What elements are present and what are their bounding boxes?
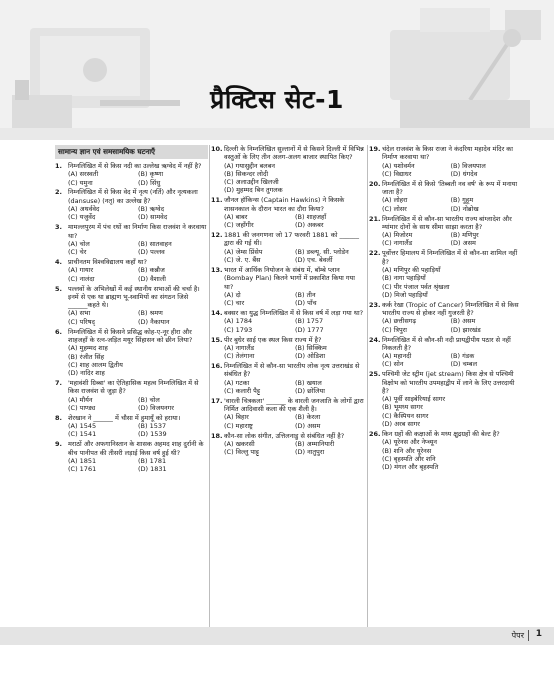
answer-option: (A) 1784 — [224, 317, 253, 326]
answer-option: (C) 1793 — [224, 325, 253, 334]
question-line — [211, 231, 366, 248]
answer-option: (D) नोब्रोख — [450, 204, 479, 213]
answer-option: (D) अकबर — [295, 221, 324, 230]
column-divider — [209, 145, 210, 632]
answer-option: (B) नागा पहाड़ियाँ — [382, 274, 426, 283]
question-line — [211, 432, 366, 440]
question-item — [55, 258, 208, 283]
question-item — [55, 285, 208, 326]
page-footer — [0, 627, 554, 645]
answer-option: (C) विल्लु पाट्टू — [224, 448, 259, 457]
answer-option: (A) दो — [224, 290, 241, 299]
question-number: 11. — [211, 196, 223, 205]
answer-option: (B) सिकन्दर लोदी — [224, 169, 269, 178]
question-number: 3. — [55, 223, 62, 232]
answer-option: (A) अथर्ववेद — [68, 205, 100, 214]
question-item — [211, 309, 366, 334]
answer-option: (C) 1761 — [68, 465, 97, 474]
question-line — [211, 266, 366, 291]
question-line — [211, 362, 366, 379]
answer-option: (C) चार — [224, 299, 245, 308]
answer-option: (A) मिजोरम — [382, 231, 413, 240]
answer-option: (C) जहाँगीर — [224, 221, 254, 230]
question-item — [211, 362, 366, 395]
question-line — [211, 336, 366, 344]
question-text: 'वारली चित्रकला' ______ के वारली जनजाति के लोगों द्वारा निर्मित आदिवासी कला की एक शैली है। — [224, 396, 364, 414]
question-text: निम्नलिखित में से कौन-सी नदी प्रायद्वीपीय पठार से नहीं निकलती है? — [382, 335, 511, 352]
question-item — [369, 215, 519, 248]
question-item — [211, 266, 366, 307]
question-text: पीर बुधेर साई एक स्थल किस राज्य में है? — [224, 335, 322, 344]
answer-option: (A) चोल — [68, 239, 90, 248]
answer-option: (D) मुहम्मद बिन तुगलक — [224, 186, 283, 195]
answer-option: (C) शाह आलम द्वितीय — [68, 360, 123, 369]
question-line — [55, 414, 208, 422]
answer-option: (A) महानदी — [382, 352, 412, 361]
question-line — [369, 180, 519, 197]
question-line — [369, 370, 519, 395]
banner-illustration — [0, 0, 554, 140]
question-number: 1. — [55, 162, 62, 170]
question-text: प्राचीनतम विश्वविद्यालय कहाँ था? — [68, 258, 147, 267]
question-item — [369, 336, 519, 369]
question-item — [369, 301, 519, 334]
question-text: चंदेल राजवंश के किस राजा ने कंदरिया महादेव मंदिर का निर्माण करवाया था? — [382, 145, 513, 162]
answer-option: (B) सिक्किम — [295, 343, 327, 352]
section-heading: सामान्य ज्ञान एवं समसामयिक घटनाएँ — [55, 145, 208, 159]
column-divider — [367, 145, 368, 632]
options-grid — [369, 352, 519, 369]
answer-option: (A) छत्तीसगढ़ — [382, 317, 417, 326]
answer-option: (D) 1777 — [295, 325, 324, 334]
answer-option: (A) पूर्वी साइबेरियाई सागर — [382, 395, 446, 404]
question-number: 18. — [211, 431, 223, 440]
answer-option: (B) विजयपाल — [450, 161, 486, 170]
question-number: 23. — [369, 300, 381, 309]
question-item — [55, 223, 208, 256]
answer-option: (C) कैस्पियन सागर — [382, 411, 429, 420]
answer-option: (B) सातवाहन — [138, 239, 172, 248]
options-grid — [211, 162, 366, 195]
answer-option: (B) 1537 — [138, 422, 167, 431]
question-item — [369, 370, 519, 428]
answer-option: (D) सामवेद — [138, 213, 168, 222]
answer-option: (A) सरस्वती — [68, 170, 99, 179]
answer-option: (D) नादिर शाह — [68, 369, 105, 378]
question-text: कौन-सा लोक संगीत, उत्तिलनाडु से संबंधित नहीं है? — [224, 431, 345, 440]
answer-option: (B) 1781 — [138, 456, 167, 465]
question-text: मामल्लपुरम में पंच रथों का निर्माण किस राजवंश ने करवाया था? — [68, 223, 207, 240]
question-item — [211, 145, 366, 195]
page-title: प्रैक्टिस सेट-1 — [210, 85, 344, 114]
answer-option: (D) नैकायान — [138, 317, 170, 326]
question-number: 12. — [211, 231, 223, 240]
options-grid — [55, 344, 208, 377]
answer-option: (B) भूमध्य सागर — [382, 403, 423, 412]
answer-option: (A) यशोवर्मन — [382, 161, 415, 170]
options-grid — [55, 170, 208, 187]
answer-option: (C) पाण्ड्य — [68, 403, 96, 412]
question-item — [55, 414, 208, 439]
question-number: 15. — [211, 335, 223, 344]
page-number: 1 — [535, 629, 542, 639]
answer-option: (D) मंगल और बृहस्पति — [382, 463, 439, 472]
question-text: पल्लवों के अभिलेखों में कई स्थानीय सभाओं की चर्चा है। इनमें से एक था ब्राह्मण भू-स्वामियों का संगठन जिसे ______कहते थे। — [68, 284, 200, 310]
options-grid — [55, 457, 208, 474]
question-item — [211, 397, 366, 430]
answer-option: (C) परिषद् — [68, 317, 95, 326]
question-number: 4. — [55, 258, 62, 267]
answer-option: (A) बाबर — [224, 212, 248, 221]
answer-option: (D) सिंधु — [138, 178, 161, 187]
answer-option: (C) बृहस्पति और शनि — [382, 454, 436, 463]
options-grid — [369, 317, 519, 334]
answer-option: (A) गायार — [68, 266, 94, 275]
options-grid — [55, 205, 208, 222]
options-grid — [369, 162, 519, 179]
answer-option: (D) झारखंड — [450, 325, 481, 334]
question-number: 14. — [211, 309, 223, 318]
options-grid — [211, 213, 366, 230]
question-line — [211, 196, 366, 213]
question-item — [55, 379, 208, 412]
answer-option: (A) बिहार — [224, 413, 249, 422]
answer-option: (A) लोहरा — [382, 196, 408, 205]
answer-option: (D) पाँच — [295, 299, 317, 308]
options-grid — [55, 309, 208, 326]
answer-option: (D) नातुपुरा — [295, 448, 325, 457]
question-line — [55, 440, 208, 457]
answer-option: (D) असम — [295, 421, 321, 430]
answer-option: (B) केरला — [295, 413, 321, 422]
answer-option: (D) ओडिशा — [295, 352, 326, 361]
answer-option: (A) नागालैंड — [224, 343, 255, 352]
options-grid — [211, 344, 366, 361]
question-item — [211, 432, 366, 457]
question-text: निम्नलिखित में से किस वेद में नृत्य (नर्ति) और नृत्यकला (dansuse) (नतृ) का उल्लेख है? — [68, 188, 198, 205]
answer-option: (B) शाहजहाँ — [295, 212, 327, 221]
question-column-1 — [55, 145, 208, 475]
answer-option: (B) असम — [450, 317, 476, 326]
question-number: 2. — [55, 188, 62, 197]
answer-option: (B) 1757 — [295, 317, 324, 326]
answer-option: (B) शनि और यूरेनस — [382, 446, 432, 455]
options-grid — [55, 266, 208, 283]
question-line — [55, 379, 208, 396]
answer-option: (B) खयाल — [295, 378, 322, 387]
question-text: पूर्वोत्तर हिमालय में निम्नलिखित में से कौन-सा शामिल नहीं है? — [382, 249, 518, 266]
answer-option: (A) जेम्स प्रिंसेप — [224, 247, 263, 256]
question-number: 6. — [55, 327, 62, 336]
answer-option: (C) चेर — [68, 248, 87, 257]
answer-option: (D) 1831 — [138, 465, 167, 474]
answer-option: (A) मणिपुर की पहाड़ियाँ — [382, 265, 441, 274]
answer-option: (B) अम्मानियारी — [295, 439, 335, 448]
options-grid — [369, 231, 519, 248]
question-text: कर्क रेखा (Tropic of Cancer) निम्नलिखित में से किस भारतीय राज्य से होकर नहीं गुजरती है? — [382, 300, 519, 318]
question-item — [369, 180, 519, 213]
question-column-3 — [369, 145, 519, 473]
options-grid — [369, 395, 519, 428]
question-number: 9. — [55, 440, 62, 449]
options-grid — [211, 440, 366, 457]
answer-option: (B) कन्नौज — [138, 266, 165, 275]
question-number: 24. — [369, 335, 381, 344]
question-item — [211, 336, 366, 361]
answer-option: (C) तेलंगाना — [224, 352, 255, 361]
answer-option: (B) कृष्णा — [138, 170, 164, 179]
question-text: निम्नलिखित में से कौन-सा भारतीय राज्य बांग्लादेश और म्यांमार दोनों के साथ सीमा साझा करता है? — [382, 214, 512, 231]
answer-option: (B) श्रमण — [138, 309, 163, 318]
question-item — [55, 440, 208, 473]
answer-option: (C) यजुर्वेद — [68, 213, 96, 222]
options-grid — [55, 240, 208, 257]
question-line — [369, 249, 519, 266]
answer-option: (B) मणिपुर — [450, 231, 479, 240]
question-line — [55, 223, 208, 240]
question-line — [211, 309, 366, 317]
answer-option: (C) सोन — [382, 360, 404, 369]
answer-option: (B) गंडक — [450, 352, 475, 361]
question-text: 'महावंशी ग्रिब्बा' का ऐतिहासिक महत्व निम्नलिखित में से किस राजवंश से जुड़ा है? — [68, 378, 199, 396]
answer-option: (A) गटका — [224, 378, 250, 387]
question-text: जौनल हॉकिन्स (Captain Hawkins) ने किसके शासनकाल के दौरान भारत का दौरा किया? — [224, 196, 345, 213]
answer-option: (A) खकरसी — [224, 439, 255, 448]
question-text: निम्नलिखित में से किसे 'तिब्बती नव वर्ष' के रूप में मनाया जाता है? — [382, 179, 518, 197]
options-grid — [55, 422, 208, 439]
question-number: 10. — [211, 145, 223, 153]
answer-option: (C) जे. ए. बैंस — [224, 256, 261, 265]
header-banner — [0, 0, 554, 140]
answer-option: (B) डब्ल्यू. सी. प्लोडेन — [295, 247, 349, 256]
answer-option: (D) एच. बेवर्ली — [295, 256, 333, 265]
question-text: निम्नलिखित में से किसने प्रसिद्ध कोह-ए-नूर हीरा और शाहजहाँ के रत्न-जड़ित मयूर सिंहासन को छीन लिया? — [68, 327, 193, 344]
question-text: भारत में आर्थिक नियोजन के संबंध में, बॉम्बे प्लान (Bombay Plan) कितने भागों में प्रकाशित किया गया था? — [224, 265, 355, 291]
answer-option: (C) नालंदा — [68, 274, 95, 283]
question-text: शेरखान ने ______ में चौसा में हुमायूँ को हराया। — [68, 413, 181, 422]
question-item — [55, 162, 208, 187]
question-line — [55, 258, 208, 266]
question-line — [369, 301, 519, 318]
question-text: निम्नलिखित में से किस नदी का उल्लेख ऋग्वेद में नहीं है? — [68, 162, 202, 170]
answer-option: (A) 1851 — [68, 456, 97, 465]
options-grid — [211, 413, 366, 430]
answer-option: (D) पल्लव — [138, 248, 165, 257]
question-text: दिल्ली के निम्नलिखित सुल्तानों में से किसने दिल्ली में विभिन्न वस्तुओं के लिए तीन अलग-अलग बाजार स्थापित किए? — [224, 145, 364, 162]
answer-option: (B) तीन — [295, 290, 316, 299]
question-item — [369, 145, 519, 178]
question-text: 1881 की जनगणना जो 17 फरवरी 1881 को ______ द्वारा की गई थी। — [224, 231, 359, 248]
answer-option: (D) चम्बल — [450, 360, 478, 369]
answer-option: (D) वैशाली — [138, 274, 166, 283]
options-grid — [55, 396, 208, 413]
answer-option: (C) त्रिपुरा — [382, 325, 407, 334]
question-number: 7. — [55, 378, 62, 387]
options-grid — [369, 438, 519, 471]
answer-option: (C) 1541 — [68, 430, 97, 439]
question-number: 17. — [211, 396, 223, 405]
footer-divider — [528, 630, 529, 641]
question-column-2 — [211, 145, 366, 458]
question-item — [211, 231, 366, 264]
question-item — [369, 249, 519, 299]
options-grid — [211, 379, 366, 396]
question-text: पश्चिमी जेट स्ट्रीम (jet stream) किस क्षेत्र से पश्चिमी विक्षोभ को भारतीय उपमहाद्वीप में लाने के लिए उत्तरदायी है? — [382, 370, 515, 395]
question-item — [55, 188, 208, 221]
question-line — [55, 162, 208, 170]
answer-option: (D) मिजो पहाड़ियाँ — [382, 290, 428, 299]
question-line — [369, 336, 519, 353]
question-item — [211, 196, 366, 229]
options-grid — [369, 196, 519, 213]
question-text: निम्नलिखित में से कौन-सा भारतीय लोक नृत्य उत्तराखंड से संबंधित है? — [224, 361, 360, 379]
answer-option: (A) मुहम्मद शाह — [68, 344, 108, 353]
answer-option: (D) छोलिया — [295, 386, 325, 395]
question-line — [211, 397, 366, 414]
answer-option: (C) विद्याधर — [382, 169, 412, 178]
question-line — [55, 328, 208, 345]
question-number: 5. — [55, 284, 62, 293]
answer-option: (B) ऋग्वेद — [138, 205, 165, 214]
answer-option: (A) यूरेनस और नेप्च्यून — [382, 438, 438, 447]
question-number: 13. — [211, 265, 223, 274]
answer-option: (C) यमुना — [68, 178, 93, 187]
question-number: 21. — [369, 214, 381, 223]
answer-option: (C) कलारी पैट्टू — [224, 386, 261, 395]
question-text: मराठों और अफगानिस्तान के शासक अहमद शाह दुर्रानी के बीच पानीपत की तीसरी लड़ाई किस वर्ष हुई थी? — [68, 440, 204, 457]
question-line — [211, 145, 366, 162]
answer-option: (D) अरब सागर — [382, 420, 420, 429]
answer-option: (C) नागालैंड — [382, 239, 413, 248]
options-grid — [211, 317, 366, 334]
question-text: बक्सर का युद्ध निम्नलिखित में से किस वर्ष में लड़ा गया था? — [224, 309, 364, 318]
answer-option: (C) अलाउद्दीन खिलजी — [224, 178, 279, 187]
question-item — [55, 328, 208, 378]
answer-option: (D) धंगदेव — [450, 169, 478, 178]
question-number: 8. — [55, 413, 62, 422]
answer-option: (D) असम — [450, 239, 476, 248]
question-line — [55, 188, 208, 205]
options-grid — [211, 291, 366, 308]
question-number: 26. — [369, 429, 381, 438]
answer-option: (B) रंजीत सिंह — [68, 352, 105, 361]
question-line — [369, 145, 519, 162]
answer-option: (B) गुहूम — [450, 196, 474, 205]
answer-option: (A) 1545 — [68, 422, 97, 431]
answer-option: (A) मौर्यन — [68, 395, 93, 404]
answer-option: (A) गयासुद्दीन बलबन — [224, 161, 276, 170]
question-text: किन ग्रहों की कक्षाओं के मध्य क्षुद्रग्रहों की बेल्ट है? — [382, 429, 500, 438]
answer-option: (C) महाराष्ट्र — [224, 421, 253, 430]
question-line — [369, 215, 519, 232]
question-number: 25. — [369, 370, 381, 379]
answer-option: (B) चोल — [138, 395, 160, 404]
question-item — [369, 430, 519, 471]
options-grid — [211, 248, 366, 265]
footer-label: पेपर — [511, 631, 524, 640]
question-line — [369, 430, 519, 438]
answer-option: (C) पीर पंजाल पर्वत श्रृंखला — [382, 282, 450, 291]
question-line — [55, 285, 208, 310]
question-number: 16. — [211, 361, 223, 370]
answer-option: (D) विजयनगर — [138, 403, 174, 412]
question-number: 22. — [369, 249, 381, 258]
answer-option: (A) सभा — [68, 309, 91, 318]
answer-option: (C) लोसर — [382, 204, 407, 213]
question-number: 20. — [369, 179, 381, 188]
options-grid — [369, 266, 519, 299]
answer-option: (D) 1539 — [138, 430, 167, 439]
question-number: 19. — [369, 145, 381, 153]
